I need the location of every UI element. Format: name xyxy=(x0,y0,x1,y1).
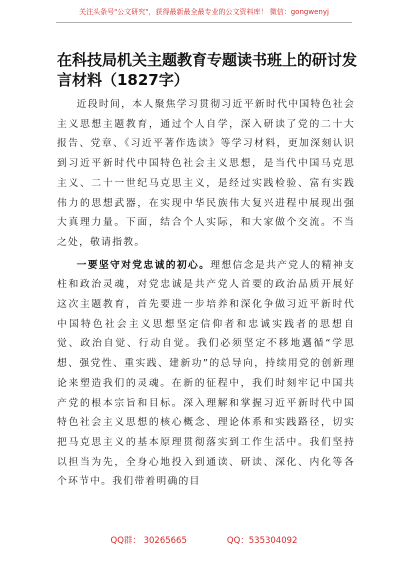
document-title: 在科技局机关主题教育专题读书班上的研讨发言材料（1827字） xyxy=(57,51,358,89)
header-divider xyxy=(56,22,352,23)
header-banner: 关注头条号"公文研究"，获得最新最全最专业的公文资料库！ 微信：gongwenyj xyxy=(79,8,329,16)
paragraph-text: 理想信念是共产党人的精神支柱和政治灵魂，对党忠诚是共产党人首要的政治品质开展好这次主题教育，首先要进一步培养和深化争做习近平新时代中国特色社会主义思想坚定信仰者和忠诚实践者的思想自觉、政治自觉、行动自觉。我们必须坚定不移地邁循“学思想、强党性、重实践、建新功”的总导向，持续用党的创新理论来塑造我们的灵魂。在新的征程中，我们时刻牢记中国共产党的根本宗旨和目标。深入理解和掌握习近平新时代中国特色社会主义思想的核心概念、理论体系和实践路径，切实把马克思主义的基本原理贯彻落实到工作生活中。我们坚持以担当为先，全身心地投入到通读、研读、深化、内化等各个环节中。我们带着明确的目 xyxy=(57,259,356,488)
paragraph-text: 近段时间，本人聚焦学习贯彻习近平新时代中国特色社会主义思想主题教育，通过个人自学，深入研读了党的二十大报告、党章、《习近平著作选读》等学习材料，更加深刻认识到习近平新时代中国特色社会主义思想，是当代中国马克思主义、二十一世纪马克思主义，是经过实践检验、富有实践伟力的思想武器，在实现中华民族伟大复兴进程中展现出强大真理力量。下面，结合个人实际，和大家做个交流。不当之处，敬请指教。 xyxy=(57,99,355,248)
footer-contact xyxy=(0,536,408,547)
paragraph-intro xyxy=(57,95,355,253)
paragraph-lead: 一要坚守对党忠诚的初心。 xyxy=(76,259,211,271)
paragraph-section-one xyxy=(57,256,355,492)
footer-qq-group: QQ群： 30265665 xyxy=(110,536,187,546)
document-body xyxy=(57,95,355,495)
footer-qq: QQ：535304092 xyxy=(226,536,298,546)
